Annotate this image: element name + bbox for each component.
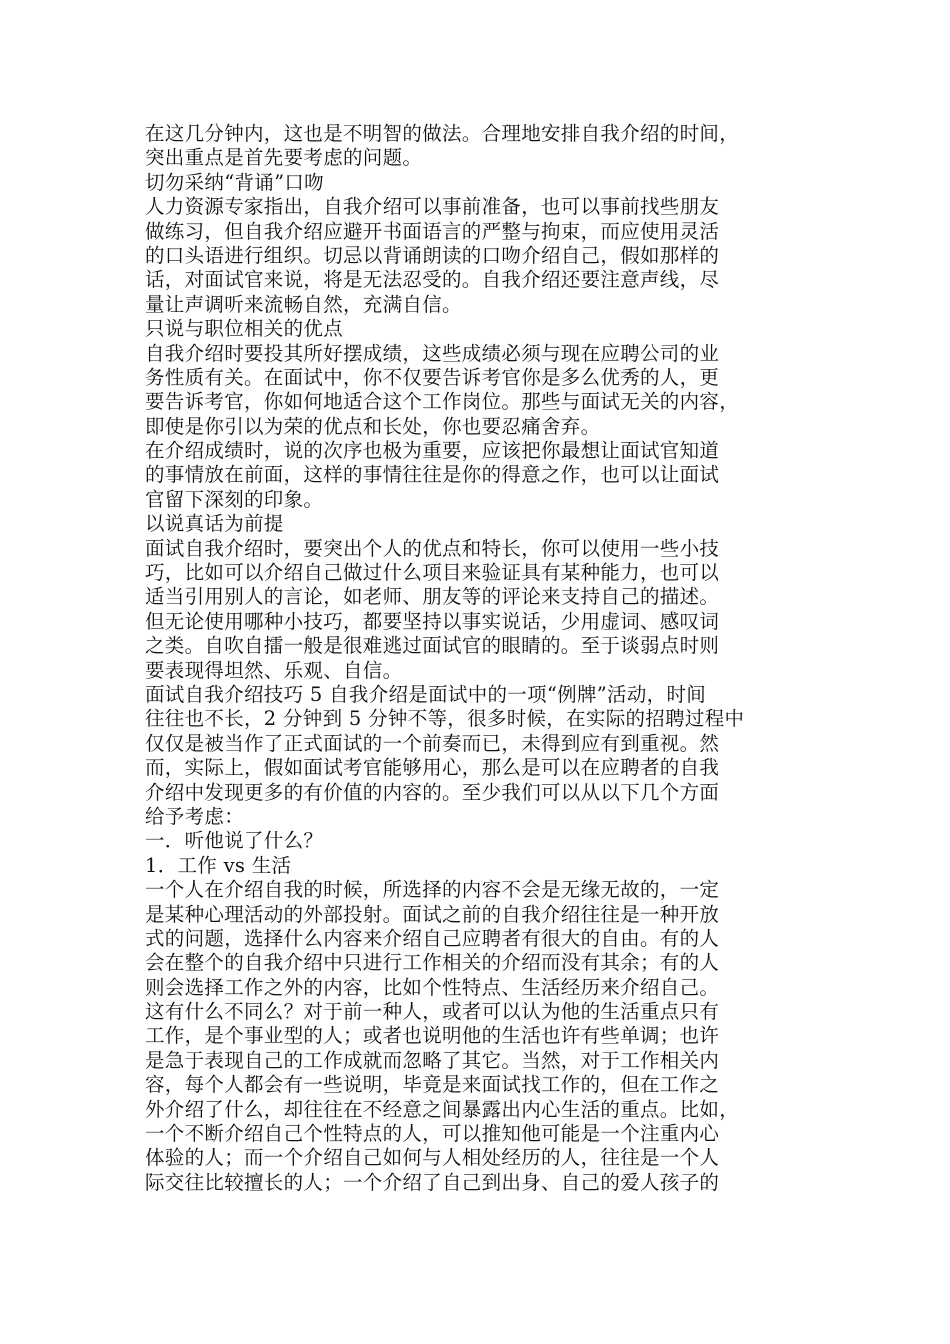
text-line: 要表现得坦然、乐观、自信。 — [145, 658, 403, 682]
text-line: 在这几分钟内，这也是不明智的做法。合理地安排自我介绍的时间， — [145, 122, 740, 145]
text-line: 体验的人；而一个介绍自己如何与人相处经历的人，往往是一个人 — [145, 1146, 720, 1170]
text-line: 之类。自吹自擂一般是很难逃过面试官的眼睛的。至于谈弱点时则 — [145, 634, 720, 658]
section-heading: 一．听他说了什么？ — [145, 829, 324, 853]
text-line: 仅仅是被当作了正式面试的一个前奏而已，未得到应有到重视。然 — [145, 731, 720, 755]
section-heading: 以说真话为前提 — [145, 512, 284, 536]
text-line: 人力资源专家指出，自我介绍可以事前准备，也可以事前找些朋友 — [145, 195, 720, 219]
text-line: 是急于表现自己的工作成就而忽略了其它。当然，对于工作相关内 — [145, 1048, 720, 1072]
text-line: 巧，比如可以介绍自己做过什么项目来验证具有某种能力，也可以 — [145, 561, 720, 585]
text-line: 工作，是个事业型的人；或者也说明他的生活也许有些单调；也许 — [145, 1024, 720, 1048]
text-line: 话，对面试官来说，将是无法忍受的。自我介绍还要注意声线，尽 — [145, 268, 720, 292]
text-line: 介绍中发现更多的有价值的内容的。至少我们可以从以下几个方面 — [145, 780, 720, 804]
text-line: 则会选择工作之外的内容，比如个性特点、生活经历来介绍自己。 — [145, 975, 720, 999]
text-line: 容，每个人都会有一些说明，毕竟是来面试找工作的，但在工作之 — [145, 1073, 720, 1097]
text-line: 要告诉考官，你如何地适合这个工作岗位。那些与面试无关的内容， — [145, 390, 740, 414]
text-line: 一个不断介绍自己个性特点的人，可以推知他可能是一个注重内心 — [145, 1122, 720, 1146]
text-line: 量让声调听来流畅自然，充满自信。 — [145, 292, 462, 316]
text-line: 但无论使用哪种小技巧，都要坚持以事实说话，少用虚词、感叹词 — [145, 609, 720, 633]
text-line: 的口头语进行组织。切忌以背诵朗读的口吻介绍自己，假如那样的 — [145, 243, 720, 267]
text-line: 做练习，但自我介绍应避开书面语言的严整与拘束，而应使用灵活 — [145, 219, 720, 243]
section-heading: 切勿采纳“背诵”口吻 — [145, 170, 324, 194]
document-body — [145, 122, 810, 1195]
text-line: 式的问题，选择什么内容来介绍自己应聘者有很大的自由。有的人 — [145, 926, 720, 950]
text-line: 是某种心理活动的外部投射。面试之前的自我介绍往往是一种开放 — [145, 902, 720, 926]
text-line: 面试自我介绍时，要突出个人的优点和特长，你可以使用一些小技 — [145, 536, 720, 560]
text-line: 一个人在介绍自我的时候，所选择的内容不会是无缘无故的，一定 — [145, 878, 720, 902]
text-line: 的事情放在前面，这样的事情往往是你的得意之作，也可以让面试 — [145, 463, 720, 487]
text-line: 往往也不长，2 分钟到 5 分钟不等，很多时候，在实际的招聘过程中 — [145, 707, 745, 731]
text-line: 会在整个的自我介绍中只进行工作相关的介绍而没有其余；有的人 — [145, 951, 720, 975]
text-line: 务性质有关。在面试中，你不仅要告诉考官你是多么优秀的人，更 — [145, 365, 720, 389]
text-line: 即使是你引以为荣的优点和长处，你也要忍痛舍弃。 — [145, 414, 601, 438]
text-line: 给予考虑： — [145, 804, 245, 828]
text-line: 在介绍成绩时，说的次序也极为重要，应该把你最想让面试官知道 — [145, 439, 720, 463]
text-line: 际交往比较擅长的人；一个介绍了自己到出身、自己的爱人孩子的 — [145, 1170, 720, 1194]
text-line: 这有什么不同么？对于前一种人，或者可以认为他的生活重点只有 — [145, 1000, 720, 1024]
text-line: 面试自我介绍技巧 5 自我介绍是面试中的一项“例牌”活动，时间 — [145, 682, 707, 706]
text-line: 官留下深刻的印象。 — [145, 487, 324, 511]
text-line: 而，实际上，假如面试考官能够用心，那么是可以在应聘者的自我 — [145, 756, 720, 780]
text-line: 适当引用别人的言论，如老师、朋友等的评论来支持自己的描述。 — [145, 585, 720, 609]
section-heading: 1．工作 vs 生活 — [145, 853, 292, 877]
text-line: 外介绍了什么，却往往在不经意之间暴露出内心生活的重点。比如， — [145, 1097, 740, 1121]
text-line: 突出重点是首先要考虑的问题。 — [145, 146, 423, 170]
section-heading: 只说与职位相关的优点 — [145, 317, 344, 341]
text-line: 自我介绍时要投其所好摆成绩，这些成绩必须与现在应聘公司的业 — [145, 341, 720, 365]
